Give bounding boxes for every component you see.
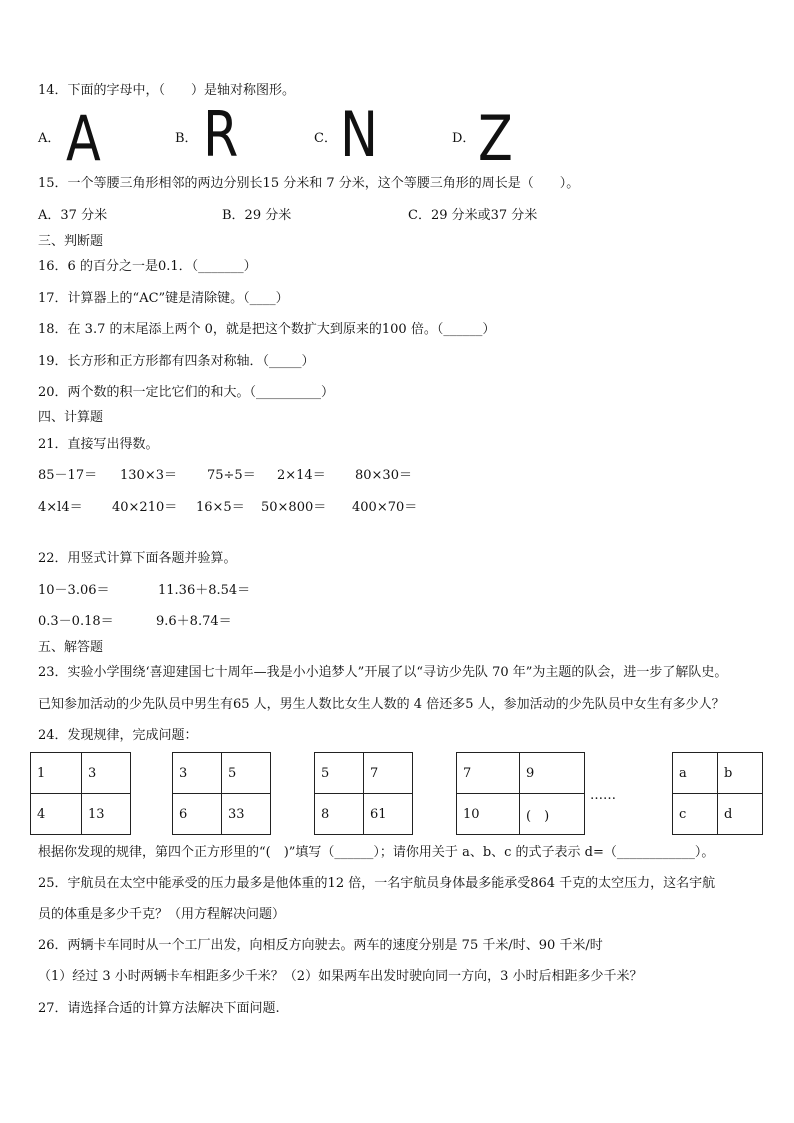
pattern-square-1 <box>30 752 131 835</box>
expr: 85－17＝ <box>38 468 98 483</box>
expr: 75÷5＝ <box>207 468 256 483</box>
expr: 4×l4＝ <box>38 500 83 515</box>
letter-r-image: R <box>203 98 239 171</box>
letter-n-image: N <box>340 98 379 171</box>
option-b-label: B． <box>175 131 198 146</box>
cell: 3 <box>82 753 131 794</box>
question-23-line1: 23．实验小学围绕‘喜迎建国七十周年—我是小小追梦人”开展了以“寻访少先队 70 年”为主题的队会，进一步了解队史。 <box>38 665 728 680</box>
question-17: 17．计算器上的“AC”键是清除键。（____） <box>38 291 289 306</box>
cell: c <box>673 794 718 835</box>
expr: 0.3－0.18＝ <box>38 614 114 629</box>
question-14: 14．下面的字母中，（ ）是轴对称图形。 <box>38 83 296 98</box>
pattern-square-4 <box>456 752 585 835</box>
expr: 50×800＝ <box>261 500 327 515</box>
question-19: 19．长方形和正方形都有四条对称轴．（_____） <box>38 354 315 369</box>
expr: 11.36＋8.54＝ <box>158 583 251 598</box>
cell: 9 <box>520 753 585 794</box>
letter-z-image: Z <box>478 102 513 175</box>
cell: 13 <box>82 794 131 835</box>
cell: 7 <box>364 753 413 794</box>
cell: 33 <box>222 794 271 835</box>
cell: d <box>718 794 763 835</box>
question-22: 22．用竖式计算下面各题并验算。 <box>38 551 237 566</box>
cell: 4 <box>31 794 82 835</box>
option-c: C．29 分米或37 分米 <box>408 208 538 223</box>
section-heading-calculation: 四、计算题 <box>38 410 104 425</box>
expr: 400×70＝ <box>352 500 418 515</box>
question-26-line2: （1）经过 3 小时两辆卡车相距多少千米？（2）如果两车出发时驶向同一方向，3 小时后相距多少千米？ <box>38 969 643 984</box>
expr: 10－3.06＝ <box>38 583 110 598</box>
option-c-label: C． <box>314 131 337 146</box>
option-a-label: A． <box>38 131 61 146</box>
option-d-label: D． <box>452 131 476 146</box>
cell: 7 <box>457 753 520 794</box>
cell: 6 <box>173 794 222 835</box>
cell: 8 <box>315 794 364 835</box>
cell: 3 <box>173 753 222 794</box>
cell: b <box>718 753 763 794</box>
question-24-answer: 根据你发现的规律，第四个正方形里的“( )”填写（______）；请你用关于 a、b、c 的式子表示 d=（____________）。 <box>38 845 715 860</box>
question-25-line1: 25．宇航员在太空中能承受的压力最多是他体重的12 倍，一名宇航员身体最多能承受864 千克的太空压力，这名宇航 <box>38 876 716 891</box>
question-27: 27．请选择合适的计算方法解决下面问题. <box>38 1001 280 1016</box>
section-heading-judgement: 三、判断题 <box>38 234 104 249</box>
cell: ( ) <box>520 794 585 835</box>
expr: 130×3＝ <box>120 468 177 483</box>
section-heading-answers: 五、解答题 <box>38 640 104 655</box>
expr: 80×30＝ <box>355 468 412 483</box>
cell: 5 <box>222 753 271 794</box>
question-26-line1: 26．两辆卡车同时从一个工厂出发，向相反方向驶去。两车的速度分别是 75 千米/时、90 千米/时 <box>38 938 603 953</box>
expr: 40×210＝ <box>112 500 178 515</box>
expr: 16×5＝ <box>196 500 245 515</box>
ellipsis: …… <box>590 788 616 803</box>
cell: 1 <box>31 753 82 794</box>
question-25-line2: 员的体重是多少千克？（用方程解决问题） <box>38 907 286 922</box>
pattern-square-2 <box>172 752 271 835</box>
question-21: 21．直接写出得数。 <box>38 437 159 452</box>
expr: 2×14＝ <box>277 468 326 483</box>
cell: 10 <box>457 794 520 835</box>
cell: 5 <box>315 753 364 794</box>
question-15: 15．一个等腰三角形相邻的两边分别长15 分米和 7 分米，这个等腰三角形的周长是（ ）。 <box>38 176 580 191</box>
question-23-line2: 已知参加活动的少先队员中男生有65 人，男生人数比女生人数的 4 倍还多5 人，参加活动的少先队员中女生有多少人？ <box>38 697 725 712</box>
letter-a-image: A <box>66 102 101 175</box>
expr: 9.6＋8.74＝ <box>156 614 232 629</box>
question-16: 16．6 的百分之一是0.1．（_______） <box>38 259 257 274</box>
pattern-square-3 <box>314 752 413 835</box>
option-b: B．29 分米 <box>222 208 292 223</box>
question-24: 24．发现规律，完成问题： <box>38 728 198 743</box>
question-20: 20．两个数的积一定比它们的和大。（__________） <box>38 385 335 400</box>
cell: 61 <box>364 794 413 835</box>
cell: a <box>673 753 718 794</box>
option-a: A．37 分米 <box>38 208 108 223</box>
pattern-square-general <box>672 752 763 835</box>
question-18: 18．在 3.7 的末尾添上两个 0，就是把这个数扩大到原来的100 倍。（______） <box>38 322 496 337</box>
